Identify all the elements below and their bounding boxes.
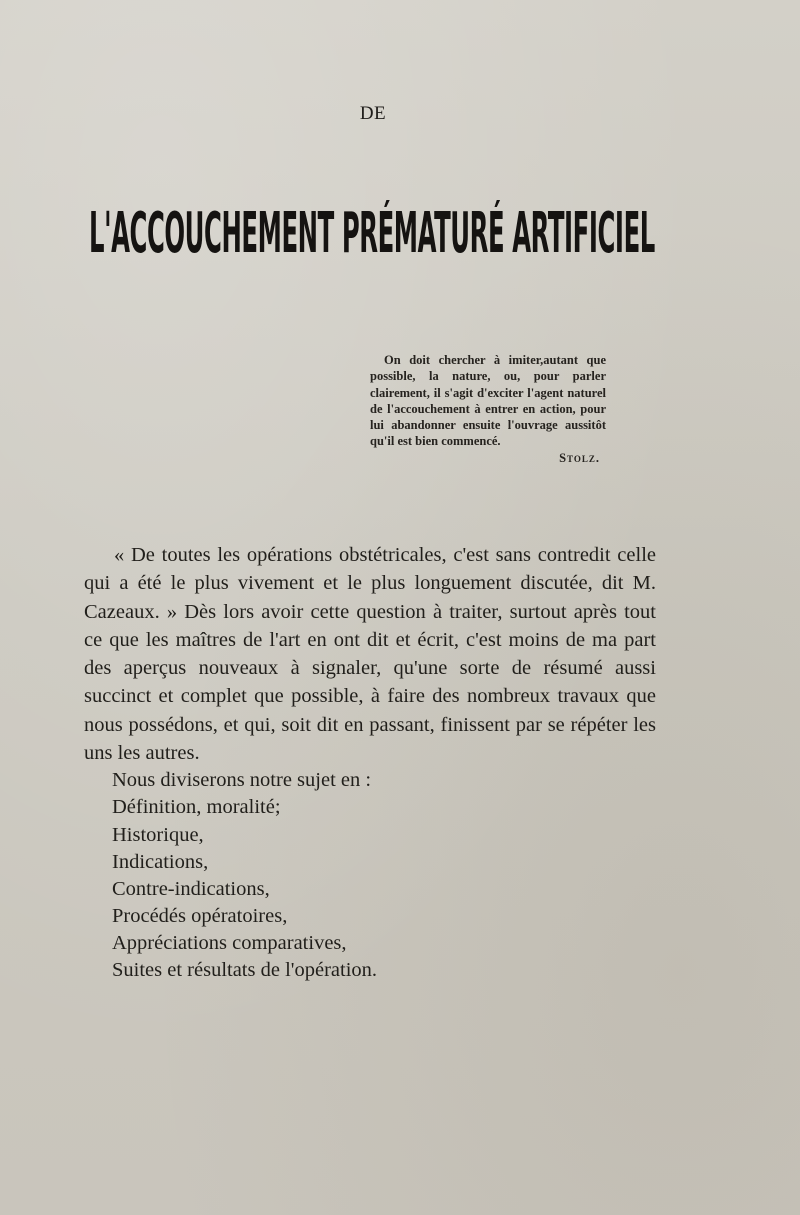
list-item-indications: Indications, xyxy=(112,850,209,873)
epigraph-author: Stolz. xyxy=(559,450,600,465)
heading-de: DE xyxy=(359,103,387,124)
chapter-title: L'ACCOUCHEMENT PRÉMATURÉ ARTIFICIEL xyxy=(89,201,655,266)
list-item-contre-indications: Contre-indications, xyxy=(112,877,270,900)
list-intro: Nous diviserons notre sujet en : xyxy=(112,769,372,792)
list-item-procedes: Procédés opératoires, xyxy=(112,904,288,927)
list-item-definition: Définition, moralité; xyxy=(112,796,281,819)
body-text xyxy=(84,541,656,984)
list-item-suites: Suites et résultats de l'opération. xyxy=(112,959,378,982)
epigraph-text: On doit chercher à imiter,autant que possible, la nature, ou, pour parler clairement, il s'agit d'exciter l'agent naturel de l'accouchement à entrer en action, pour lui abandonner ensuite l'ouvrage aussitôt qu'il est bien commencé. xyxy=(370,353,606,449)
list-item-appreciations: Appréciations comparatives, xyxy=(112,931,347,954)
epigraph xyxy=(370,352,606,466)
list-item-historique: Historique, xyxy=(112,823,204,846)
opening-paragraph: « De toutes les opérations obstétricales, c'est sans contredit celle qui a été le plus vivement et le plus longuement discutée, dit M. Cazeaux. » Dès lors avoir cette question à traiter, surtout après tout ce que les maîtres de l'art en ont dit et écrit, c'est moins de ma part des aperçus nouveaux à signaler, qu'une sorte de résumé aussi succinct et complet que possible, à faire des nombreux travaux que nous possédons, et qui, soit dit en passant, finissent par se répéter les uns les autres. xyxy=(84,544,656,765)
title-block xyxy=(89,201,655,266)
